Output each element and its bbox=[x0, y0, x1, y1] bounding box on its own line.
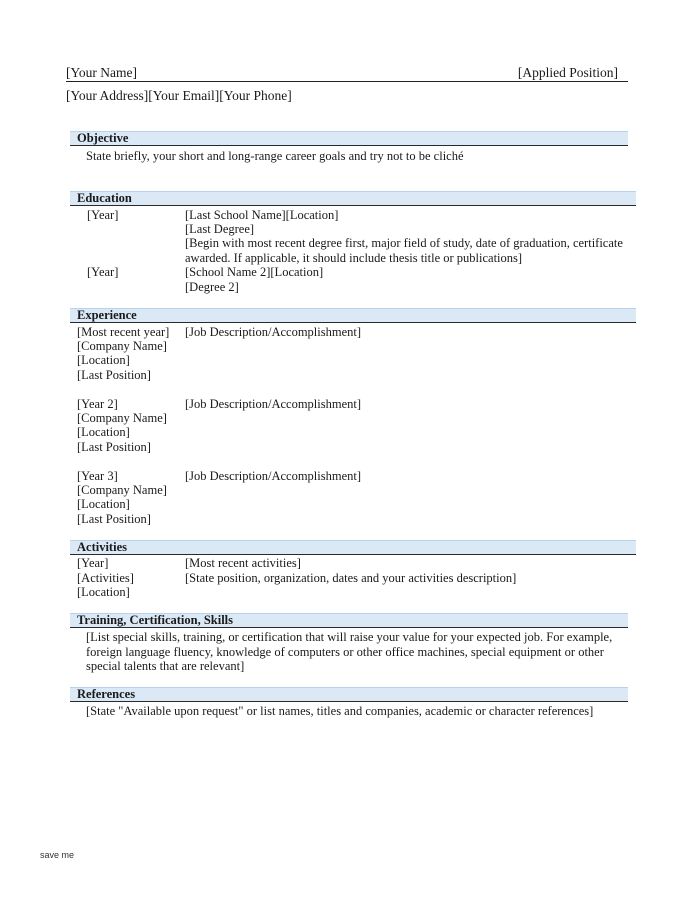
training-text: special talents that are relevant] bbox=[86, 659, 245, 673]
experience-company: [Company Name] bbox=[77, 483, 167, 497]
experience-year: [Most recent year] bbox=[77, 325, 170, 339]
education-school: [School Name 2][Location] bbox=[185, 265, 324, 279]
experience-position: [Last Position] bbox=[77, 440, 151, 454]
experience-company: [Company Name] bbox=[77, 411, 167, 425]
references-section-title: References bbox=[77, 687, 136, 701]
education-section-title: Education bbox=[77, 191, 132, 205]
contact-info: [Your Address][Your Email][Your Phone] bbox=[66, 88, 292, 103]
education-school: [Last School Name][Location] bbox=[185, 208, 339, 222]
experience-description: [Job Description/Accomplishment] bbox=[185, 397, 362, 411]
experience-description: [Job Description/Accomplishment] bbox=[185, 325, 362, 339]
education-description: awarded. If applicable, it should include thesis title or publications] bbox=[185, 251, 523, 265]
training-section-title: Training, Certification, Skills bbox=[77, 613, 234, 627]
applied-position: [Applied Position] bbox=[517, 65, 618, 80]
objective-section-title: Objective bbox=[77, 131, 129, 145]
references-section-bar bbox=[70, 687, 628, 702]
experience-year: [Year 2] bbox=[77, 397, 118, 411]
training-text: [List special skills, training, or certification that will raise your value for your expected job. For example, bbox=[86, 630, 613, 644]
objective-section-bar bbox=[70, 131, 628, 146]
activities-section-bar bbox=[70, 540, 636, 555]
experience-position: [Last Position] bbox=[77, 512, 151, 526]
experience-company: [Company Name] bbox=[77, 339, 167, 353]
footer-caption: save me bbox=[40, 850, 75, 860]
experience-year: [Year 3] bbox=[77, 469, 118, 483]
experience-description: [Job Description/Accomplishment] bbox=[185, 469, 362, 483]
activity-recent: [Most recent activities] bbox=[185, 556, 301, 570]
header-divider bbox=[66, 81, 628, 82]
objective-text: State briefly, your short and long-range career goals and try not to be cliché bbox=[86, 149, 464, 163]
activity-location: [Location] bbox=[77, 585, 130, 599]
experience-location: [Location] bbox=[77, 353, 130, 367]
education-degree: [Last Degree] bbox=[185, 222, 255, 236]
education-year: [Year] bbox=[87, 208, 119, 222]
experience-section-bar bbox=[70, 308, 636, 323]
experience-section-title: Experience bbox=[77, 308, 137, 322]
experience-position: [Last Position] bbox=[77, 368, 151, 382]
education-section-bar bbox=[70, 191, 636, 206]
activity-description: [State position, organization, dates and your activities description] bbox=[185, 571, 517, 585]
education-year: [Year] bbox=[87, 265, 119, 279]
experience-location: [Location] bbox=[77, 497, 130, 511]
experience-location: [Location] bbox=[77, 425, 130, 439]
education-degree: [Degree 2] bbox=[185, 280, 239, 294]
education-description: [Begin with most recent degree first, major field of study, date of graduation, certificate bbox=[185, 236, 623, 250]
training-text: foreign language fluency, knowledge of computers or other office machines, special equipment or other bbox=[86, 645, 604, 659]
references-text: [State "Available upon request" or list names, titles and companies, academic or character references] bbox=[86, 704, 594, 718]
applicant-name: [Your Name] bbox=[66, 65, 137, 80]
activity-name: [Activities] bbox=[77, 571, 134, 585]
activities-section-title: Activities bbox=[77, 540, 127, 554]
activity-year: [Year] bbox=[77, 556, 109, 570]
